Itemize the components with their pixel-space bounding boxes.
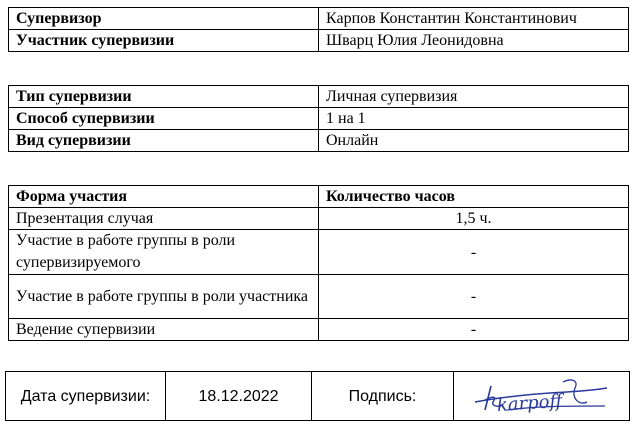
table-row <box>9 86 629 108</box>
table-header-row <box>9 186 629 208</box>
signature-label: Подпись: <box>312 372 454 421</box>
hours-cell: 1,5 ч. <box>319 208 629 230</box>
date-value: 18.12.2022 <box>166 372 312 421</box>
signature-image <box>467 376 617 416</box>
type-label: Тип супервизии <box>9 86 319 108</box>
kind-value: Онлайн <box>319 130 629 152</box>
table-row <box>9 8 629 30</box>
signature-table <box>5 371 630 421</box>
signature-cell <box>454 372 630 421</box>
table-row <box>9 319 629 341</box>
table-row <box>9 230 629 275</box>
table-row <box>9 208 629 230</box>
type-value: Личная супервизия <box>319 86 629 108</box>
participation-table <box>8 185 629 341</box>
hours-cell: - <box>319 230 629 275</box>
supervisor-table <box>8 7 629 52</box>
kind-label: Вид супервизии <box>9 130 319 152</box>
signature-text: karpoff <box>495 390 563 416</box>
table-row <box>9 130 629 152</box>
supervision-type-table <box>8 85 629 152</box>
hours-cell: - <box>319 275 629 319</box>
header-form: Форма участия <box>9 186 319 208</box>
hours-cell: - <box>319 319 629 341</box>
header-hours: Количество часов <box>319 186 629 208</box>
supervisor-label: Супервизор <box>9 8 319 30</box>
table-row <box>9 275 629 319</box>
form-cell: Презентация случая <box>9 208 319 230</box>
participant-label: Участник супервизии <box>9 30 319 52</box>
form-cell: Ведение супервизии <box>9 319 319 341</box>
date-label: Дата супервизии: <box>6 372 166 421</box>
method-label: Способ супервизии <box>9 108 319 130</box>
table-row <box>9 30 629 52</box>
participant-value: Шварц Юлия Леонидовна <box>319 30 629 52</box>
table-row <box>6 372 630 421</box>
supervisor-value: Карпов Константин Константинович <box>319 8 629 30</box>
form-cell: Участие в работе группы в роли участника <box>9 275 319 319</box>
method-value: 1 на 1 <box>319 108 629 130</box>
form-cell: Участие в работе группы в роли супервизируемого <box>9 230 319 275</box>
table-row <box>9 108 629 130</box>
